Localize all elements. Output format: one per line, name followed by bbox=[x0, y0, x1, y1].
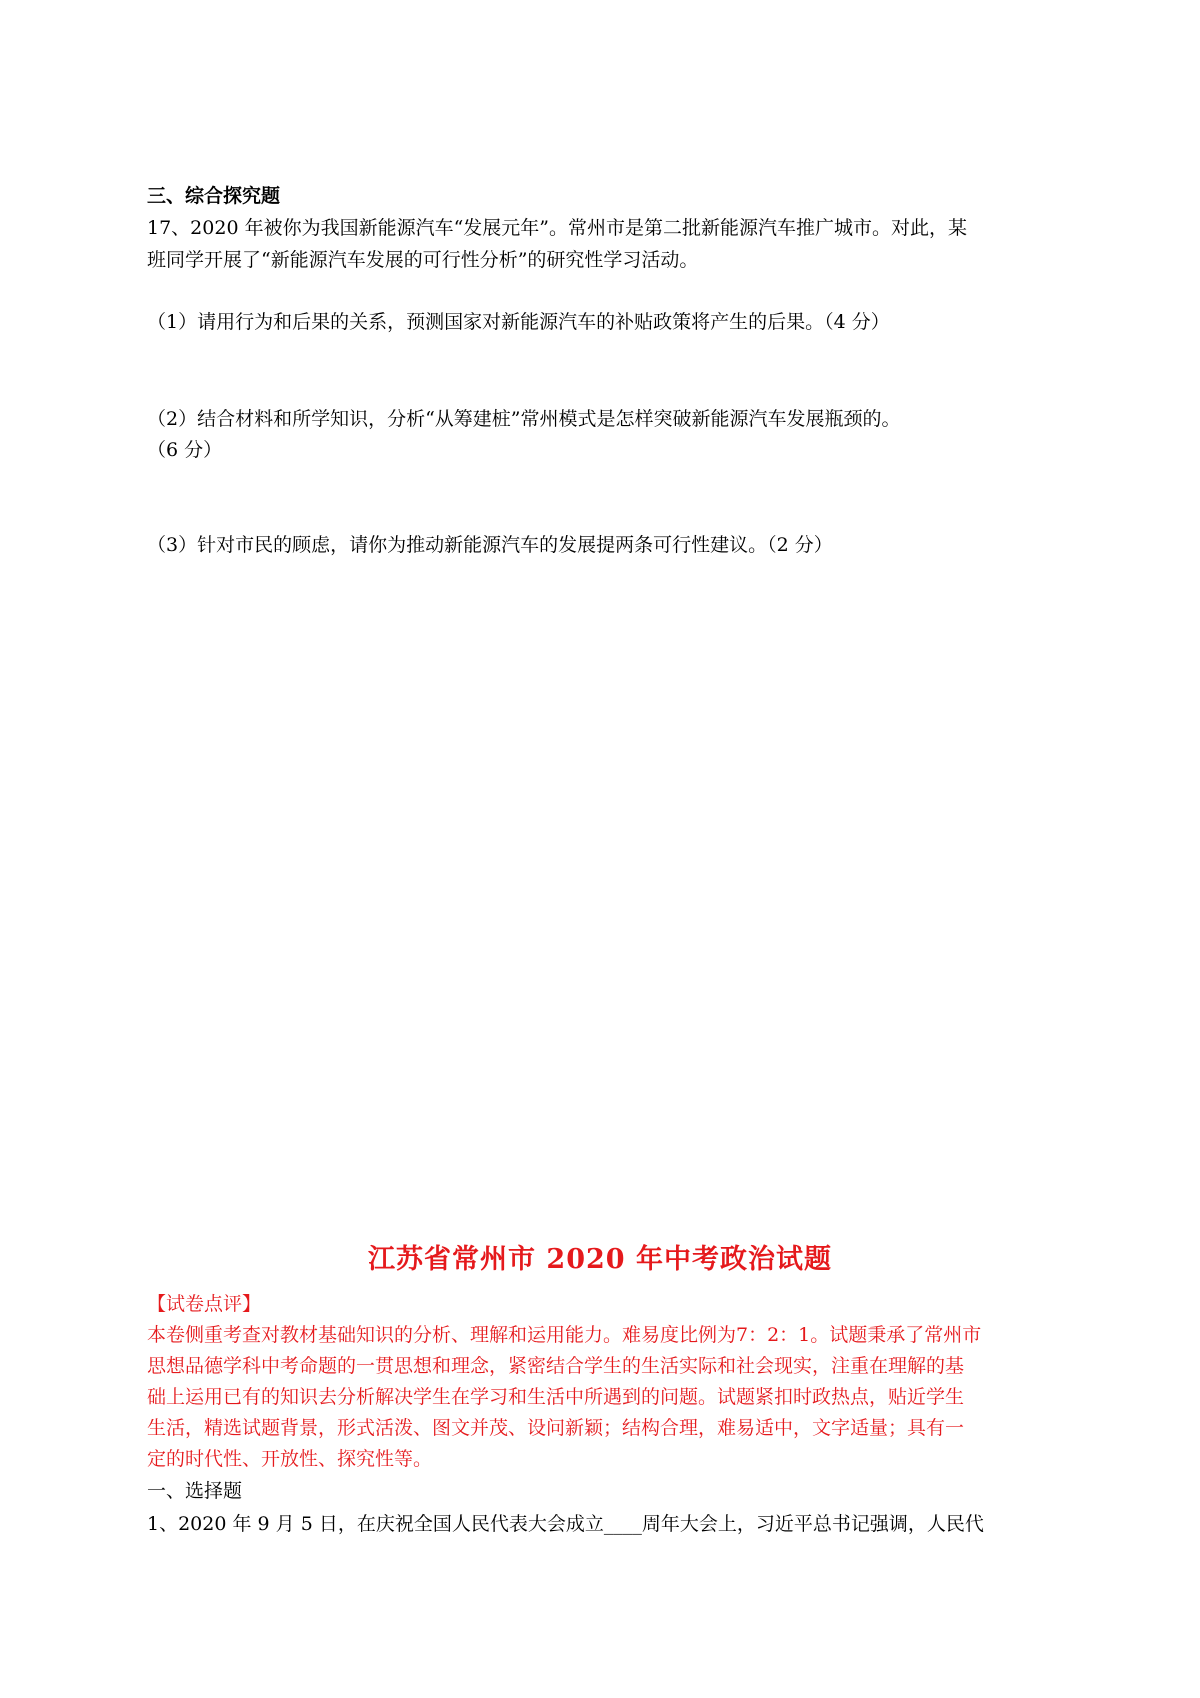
review-line-2: 思想品德学科中考命题的一贯思想和理念，紧密结合学生的生活实际和社会现实，注重在理解的基 bbox=[147, 1355, 965, 1377]
exam-title: 江苏省常州市 2020 年中考政治试题 bbox=[368, 1244, 832, 1275]
sub-question-3: （3）针对市民的顾虑，请你为推动新能源汽车的发展提两条可行性建议。（2 分） bbox=[147, 534, 833, 556]
review-line-4: 生活，精选试题背景，形式活泼、图文并茂、设问新颖；结构合理，难易适中，文字适量；具有一 bbox=[147, 1417, 965, 1439]
section-heading: 三、综合探究题 bbox=[147, 185, 281, 207]
section-1-heading: 一、选择题 bbox=[147, 1480, 243, 1502]
review-heading: 【试卷点评】 bbox=[147, 1293, 262, 1315]
question-1: 1、2020 年 9 月 5 日，在庆祝全国人民代表大会成立____周年大会上，习近平总书记强调，人民代 bbox=[147, 1513, 984, 1535]
review-line-3: 础上运用已有的知识去分析解决学生在学习和生活中所遇到的问题。试题紧扣时政热点，贴近学生 bbox=[147, 1386, 965, 1408]
sub-question-1: （1）请用行为和后果的关系，预测国家对新能源汽车的补贴政策将产生的后果。（4 分） bbox=[147, 311, 890, 333]
sub-question-2-line-2: （6 分） bbox=[147, 439, 223, 461]
question-17-line-1: 17、2020 年被你为我国新能源汽车“发展元年”。常州市是第二批新能源汽车推广城市。对此，某 bbox=[147, 217, 967, 239]
review-line-1: 本卷侧重考查对教材基础知识的分析、理解和运用能力。难易度比例为7：2：1。试题秉承了常州市 bbox=[147, 1324, 982, 1346]
review-line-5: 定的时代性、开放性、探究性等。 bbox=[147, 1448, 433, 1470]
sub-question-2-line-1: （2）结合材料和所学知识，分析“从筹建桩”常州模式是怎样突破新能源汽车发展瓶颈的。 bbox=[147, 408, 901, 430]
question-17-line-2: 班同学开展了“新能源汽车发展的可行性分析”的研究性学习活动。 bbox=[147, 249, 699, 271]
